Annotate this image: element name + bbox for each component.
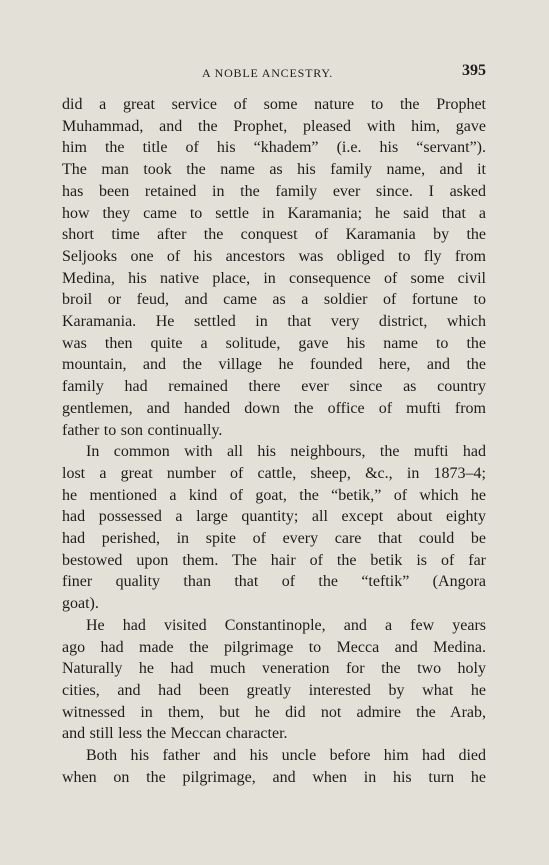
text-line: broil or feud, and came as a soldier of fortune to [62, 291, 486, 309]
text-line: him the title of his “khadem” (i.e. his “servant”). [62, 139, 486, 157]
text-line: did a great service of some nature to the Prophet [62, 96, 486, 113]
paragraph [62, 441, 486, 615]
text-line: gentlemen, and handed down the office of mufti from [62, 399, 486, 417]
text-line: Karamania. He settled in that very district, which [62, 313, 486, 331]
text-line: family had remained there ever since as country [62, 378, 486, 396]
text-line: He had visited Constantinople, and a few years [86, 616, 486, 634]
text-line: he mentioned a kind of goat, the “betik,” of which he [62, 486, 486, 504]
text-line: ago had made the pilgrimage to Mecca and Medina. [62, 638, 486, 656]
text-line: was then quite a solitude, gave his name to the [62, 334, 486, 352]
text-line: witnessed in them, but he did not admire the Arab, [62, 703, 486, 721]
text-line: father to son continually. [62, 421, 223, 439]
text-line: when on the pilgrimage, and when in his turn he [62, 768, 486, 786]
text-line: Both his father and his uncle before him had died [86, 747, 486, 765]
text-line: Naturally he had much veneration for the two holy [62, 660, 486, 678]
text-line: Seljooks one of his ancestors was obliged to fly from [62, 247, 486, 265]
running-head [62, 62, 486, 84]
body-text [62, 94, 486, 789]
text-line: finer quality than that of the “teftik” (Angora [62, 573, 486, 591]
text-line: In common with all his neighbours, the mufti had [86, 443, 486, 461]
text-line: goat). [62, 595, 99, 613]
text-line: cities, and had been greatly interested by what he [62, 681, 486, 699]
text-line: how they came to settle in Karamania; he said that a [62, 204, 486, 222]
running-title: A NOBLE ANCESTRY. [202, 66, 334, 80]
text-line: bestowed upon them. The hair of the betik is of far [62, 551, 486, 569]
paragraph [62, 615, 486, 745]
text-line: and still less the Meccan character. [62, 725, 288, 743]
paragraph [62, 745, 486, 788]
text-line: had perished, in spite of every care that could be [62, 530, 486, 548]
paragraph [62, 94, 486, 441]
text-line: Medina, his native place, in consequence of some civil [62, 269, 486, 287]
text-line: lost a great number of cattle, sheep, &c., in 1873–4; [62, 464, 486, 482]
text-line: short time after the conquest of Karamania by the [62, 226, 486, 244]
text-line: The man took the name as his family name, and it [62, 161, 486, 179]
page-number: 395 [462, 62, 486, 79]
text-line: Muhammad, and the Prophet, pleased with him, gave [62, 117, 486, 135]
text-line: has been retained in the family ever since. I asked [62, 182, 486, 200]
text-line: mountain, and the village he founded here, and the [62, 356, 486, 374]
text-line: had possessed a large quantity; all except about eighty [62, 508, 486, 526]
